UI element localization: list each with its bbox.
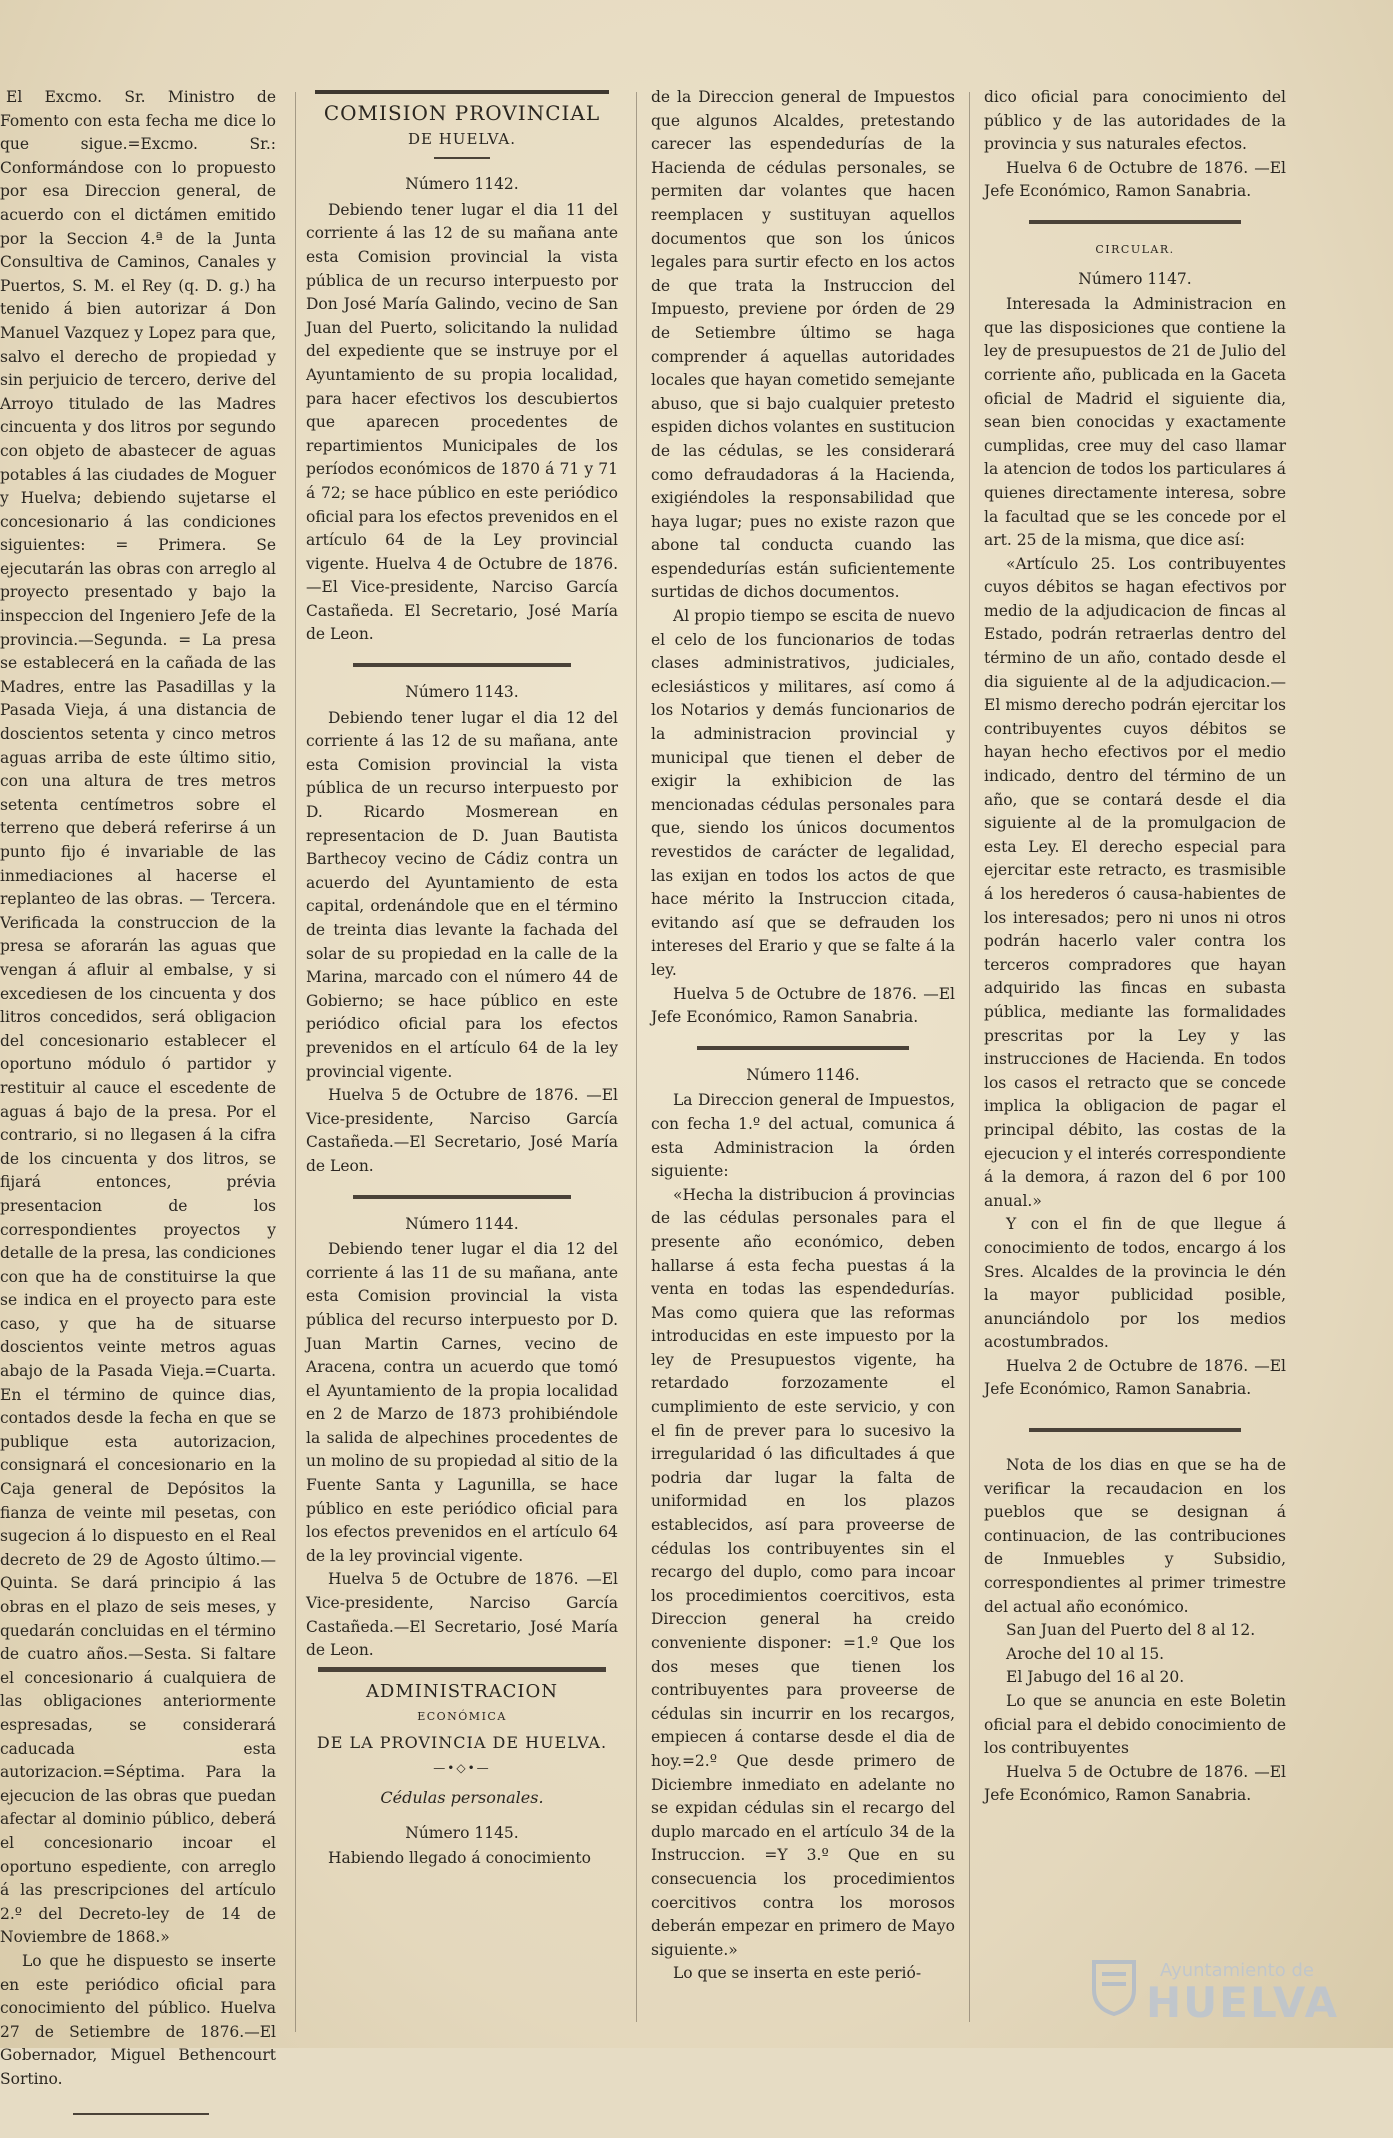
item-number: Número 1143.	[405, 683, 519, 702]
column-rule	[295, 92, 296, 2032]
shield-icon	[1090, 1956, 1138, 2016]
signature: Huelva 2 de Octubre de 1876. —El Jefe Económico, Ramon Sanabria.	[984, 1356, 1286, 1399]
item-signature: Huelva 5 de Octubre de 1876. —El Vice-presidente, Narciso García Castañeda.—El Secretario, José María de Leon.	[306, 1086, 618, 1175]
separator	[318, 1667, 605, 1672]
paragraph: «Hecha la distribucion á provincias de las cédulas personales para el presente año económico, deben hallarse á esta fecha puestas á la venta en todas las espendedurías. Mas como quiera que las reformas introducidas en este impuesto por la ley de Presupuestos vigente, ha retardado forzozamente el cumplimiento de este servicio, y con el fin de prever para lo sucesivo la irregularidad ó las dificultades á que podria dar lugar la falta de uniformidad en los plazos establecidos, así para proveerse de cédulas los contribuyentes sin el recargo del duplo, como para incoar los procedimientos coercitivos, esta Direccion general ha creido conveniente disponer: =1.º Que los dos meses que tienen los contribuyentes para proveerse de cédulas sin incurrir en los recargos, empiecen á contarse desde el dia de hoy.=2.º Que desde primero de Diciembre inmediato en adelante no se expidan cédulas sin el recargo del duplo marcado en el artículo 34 de la Instruccion. =Y 3.º Que en su consecuencia los procedimientos coercitivos contra los morosos deberán empezar en primero de Mayo siguiente.»	[651, 1185, 955, 1959]
circular-heading: CIRCULAR.	[1095, 242, 1175, 256]
column-2	[306, 0, 618, 2138]
signature: Huelva 5 de Octubre de 1876. —El Jefe Económico, Ramon Sanabria.	[984, 1762, 1286, 1805]
watermark-small-text: Ayuntamiento de	[1160, 1960, 1314, 1981]
admin-subtitle-2: DE LA PROVINCIA DE HUELVA.	[316, 1733, 608, 1752]
paragraph: Al propio tiempo se escita de nuevo el celo de los funcionarios de todas clases administrativos, judiciales, eclesiásticos y militares, así como á los Notarios y demás funcionarios de la administracion provincial y municipal que tienen el deber de exigir la exhibicion de las mencionadas cédulas personales para que, siendo los únicos documentos revestidos de carácter de legalidad, las exijan en todos los actos de que hace mérito la Instruccion citada, evitando así que se defrauden los intereses del Erario y que se falte á la ley.	[651, 607, 955, 979]
column-1	[0, 0, 282, 2134]
top-rule	[315, 90, 608, 94]
list-item: Aroche del 10 al 15.	[1006, 1644, 1165, 1663]
column-rule	[636, 92, 637, 2022]
section-subtitle: DE HUELVA.	[407, 129, 516, 148]
watermark-logo	[1090, 1938, 1340, 2027]
ornament: —•◇•—	[433, 1760, 491, 1775]
watermark-big-text: HUELVA	[1146, 1978, 1340, 2027]
signature: Huelva 6 de Octubre de 1876. —El Jefe Económico, Ramon Sanabria.	[984, 158, 1286, 201]
paragraph: Y con el fin de que llegue á conocimiento de todos, encargo á los Sres. Alcaldes de la provincia le dén la mayor publicidad posible, anunciándolo por los medios acostumbrados.	[984, 1215, 1286, 1352]
item-number: Número 1145.	[405, 1823, 519, 1842]
paragraph: Interesada la Administracion en que las disposiciones que contiene la ley de presupuestos de 21 de Julio del corriente año, publicada en la Gaceta oficial de Madrid el siguiente dia, sean bien conocidas y exactamente cumplidas, cree muy del caso llamar la atencion de todos los particulares á quienes directamente interesa, sobre la facultad que se les concede por el art. 25 de la misma, que dice así:	[984, 295, 1286, 550]
paragraph: La Direccion general de Impuestos, con fecha 1.º del actual, comunica á esta Administracion la órden siguiente:	[651, 1091, 955, 1181]
separator	[353, 663, 571, 667]
item-number: Número 1142.	[405, 175, 519, 194]
separator	[353, 1195, 571, 1199]
separator	[434, 157, 490, 159]
paragraph: «Artículo 25. Los contribuyentes cuyos débitos se hagan efectivos por medio de la adjudicacion de fincas al Estado, podrán retraerlas dentro del término de un año, contado desde el dia siguiente al de la adjudicacion.—El mismo derecho podrán ejercitar los contribuyentes cuyos débitos se hayan hecho efectivos por el medio indicado, dentro del término de un año, que se contará desde el dia siguiente al de la promulgacion de esta Ley. El derecho especial para ejercitar este retracto, es trasmisible á los herederos ó causa-habientes de los interesados; pero ni unos ni otros podrán hacerlo valer contra los terceros compradores que hayan adquirido las fincas en subasta pública, mediante las formalidades prescritas por la Ley y las instrucciones de Hacienda. En todos los casos el retracto que se concede implica la obligacion de pagar el principal débito, las costas de la ejecucion y el interés correspondiente á la demora, á razon del 6 por 100 anual.»	[984, 554, 1286, 1210]
admin-title: ADMINISTRACION	[365, 1680, 559, 1702]
item-number: Número 1147.	[1078, 269, 1192, 288]
item-signature: Huelva 5 de Octubre de 1876. —El Vice-presidente, Narciso García Castañeda.—El Secretario, José María de Leon.	[306, 1570, 618, 1660]
item-text: Habiendo llegado á conocimiento	[328, 1849, 591, 1868]
paragraph: El Excmo. Sr. Ministro de Fomento con esta fecha me dice lo que sigue.=Excmo. Sr.: Conformándose con lo propuesto por esa Direccion general, de acuerdo con el dictámen emitido por la Seccion 4.ª de la Junta Consultiva de Caminos, Canales y Puertos, S. M. el Rey (q. D. g.) ha tenido á bien autorizar á Don Manuel Vazquez y Lopez para que, salvo el derecho de propiedad y sin perjuicio de tercero, derive del Arroyo titulado de las Madres cincuenta y dos litros por segundo con objeto de abastecer de aguas potables á las ciudades de Moguer y Huelva; debiendo sujetarse el concesionario á las condiciones siguientes: = Primera. Se ejecutarán las obras con arreglo al proyecto presentado y bajo la inspeccion del Ingeniero Jefe de la provincia.—Segunda. = La presa se establecerá en la cañada de las Madres, entre las Pasadillas y la Pasada Vieja, á una distancia de doscientos setenta y cinco metros aguas arriba de este último sitio, con una altura de tres metros setenta centímetros sobre el terreno que deberá referirse á un punto fijo é invariable de las inmediaciones al hacerse el replanteo de las obras. — Tercera. Verificada la construccion de la presa se aforarán las aguas que vengan á afluir al embalse, y si excediesen de los cincuenta y dos litros concedidos, será obligacion del concesionario establecer el oportuno módulo ó partidor y restituir al cauce el escedente de aguas á bajo de la presa. Por el contrario, si no llegasen á la cifra de los cincuenta y dos litros, se fijará entonces, prévia presentacion de los correspondientes proyectos y detalle de la presa, las condiciones con que ha de constituirse la que se indica en el proyecto para este caso, y que ha de situarse doscientos veinte metros aguas abajo de la Pasada Vieja.=Cuarta. En el término de quince dias, contados desde la fecha en que se publique esta autorizacion, consignará el concesionario en la Caja general de Depósitos la fianza de veinte mil pesetas, con sugecion á lo dispuesto en el Real decreto de 29 de Agosto último.—Quinta. Se dará principio á las obras en el plazo de seis meses, y quedarán concluidas en el término de cuatro años.—Sesta. Si faltare el concesionario á cualquiera de las obligaciones anteriormente espresadas, se considerará caducada esta autorizacion.=Séptima. Para la ejecucion de las obras que puedan afectar al dominio público, deberá el concesionario incoar el oportuno espediente, con arreglo á las prescripciones del artículo 2.º del Decreto-ley de 14 de Noviembre de 1868.»	[0, 88, 276, 1947]
paragraph: Nota de los dias en que se ha de verificar la recaudacion en los pueblos que se designan á continuacion, de las contribuciones de Inmuebles y Subsidio, correspondientes al primer trimestre del actual año económico.	[984, 1456, 1286, 1616]
admin-italic-title: Cédulas personales.	[380, 1788, 544, 1808]
item-text: Debiendo tener lugar el dia 12 del corriente á las 11 de su mañana, ante esta Comision provincial la vista pública del recurso interpuesto por D. Juan Martin Carnes, vecino de Aracena, contra un acuerdo que tomó el Ayuntamiento de la propia localidad en 2 de Marzo de 1873 prohibiéndole la salida de alpechines procedentes de un molino de su propiedad al sitio de la Fuente Santa y Lagunilla, se hace público en este periódico oficial para los efectos prevenidos en el artículo 64 de la ley provincial vigente.	[306, 1240, 618, 1565]
separator	[1029, 220, 1240, 224]
paragraph: Lo que he dispuesto se inserte en este periódico oficial para conocimiento del público. Huelva 27 de Setiembre de 1876.—El Gobernador, Miguel Bethencourt Sortino.	[0, 1951, 276, 2088]
place-list	[984, 1619, 1286, 1690]
column-3	[651, 0, 955, 2134]
separator	[73, 2113, 208, 2115]
column-4	[984, 0, 1286, 2134]
list-item: San Juan del Puerto del 8 al 12.	[1006, 1621, 1256, 1640]
paragraph: Lo que se anuncia en este Boletin oficial para el debido conocimiento de los contribuyentes	[984, 1692, 1286, 1758]
item-number: Número 1146.	[746, 1065, 860, 1084]
admin-subtitle: ECONÓMICA	[417, 1710, 507, 1724]
column-rule	[969, 92, 970, 2022]
section-title: COMISION PROVINCIAL	[323, 101, 601, 125]
separator	[1029, 1428, 1240, 1432]
item-number: Número 1144.	[405, 1214, 519, 1233]
list-item: El Jabugo del 16 al 20.	[1006, 1668, 1185, 1687]
paragraph: de la Direccion general de Impuestos que algunos Alcaldes, pretestando carecer las espendedurías de la Hacienda de cédulas personales, se permiten dar volantes que hacen reemplacen y sustituyan aquellos documentos que son los únicos legales para surtir efecto en los actos de que trata la Instruccion del Impuesto, previene por órden de 29 de Setiembre último se haga comprender á aquellas autoridades locales que hayan cometido semejante abuso, que si bajo cualquier pretesto espiden dichos volantes en sustitucion de las cédulas, se les considerará como defraudadoras á la Hacienda, exigiéndoles la responsabilidad que haya lugar; pues no existe razon que abone tal conducta cuando las espendedurías están suficientemente surtidas de dichos documentos.	[651, 88, 955, 602]
item-text: Debiendo tener lugar el dia 12 del corriente á las 12 de su mañana, ante esta Comision provincial la vista pública de un recurso interpuesto por D. Ricardo Mosmerean en representacion de D. Juan Bautista Barthecoy vecino de Cádiz contra un acuerdo del Ayuntamiento de esta capital, ordenándole que en el término de treinta dias levante la fachada del solar de su propiedad en la calle de la Marina, marcado con el número 44 de Gobierno; se hace público en este periódico oficial para los efectos prevenidos en el artículo 64 de la ley provincial vigente.	[306, 708, 618, 1081]
item-text: Debiendo tener lugar el dia 11 del corriente á las 12 de su mañana ante esta Comision provincial la vista pública de un recurso interpuesto por Don José María Galindo, vecino de San Juan del Puerto, solicitando la nulidad del expediente que se instruye por el Ayuntamiento de su propia localidad, para hacer efectivos los descubiertos que aparecen procedentes de repartimientos Municipales de los períodos económicos de 1870 á 71 y 71 á 72; se hace público en este periódico oficial para los efectos prevenidos en el artículo 64 de la Ley provincial vigente. Huelva 4 de Octubre de 1876.—El Vice-presidente, Narciso García Castañeda. El Secretario, José María de Leon.	[306, 200, 618, 644]
paragraph: Lo que se inserta en este perió-	[673, 1964, 922, 1983]
separator	[697, 1046, 910, 1050]
paragraph: dico oficial para conocimiento del público y de las autoridades de la provincia y sus naturales efectos.	[984, 88, 1286, 154]
signature: Huelva 5 de Octubre de 1876. —El Jefe Económico, Ramon Sanabria.	[651, 984, 955, 1027]
